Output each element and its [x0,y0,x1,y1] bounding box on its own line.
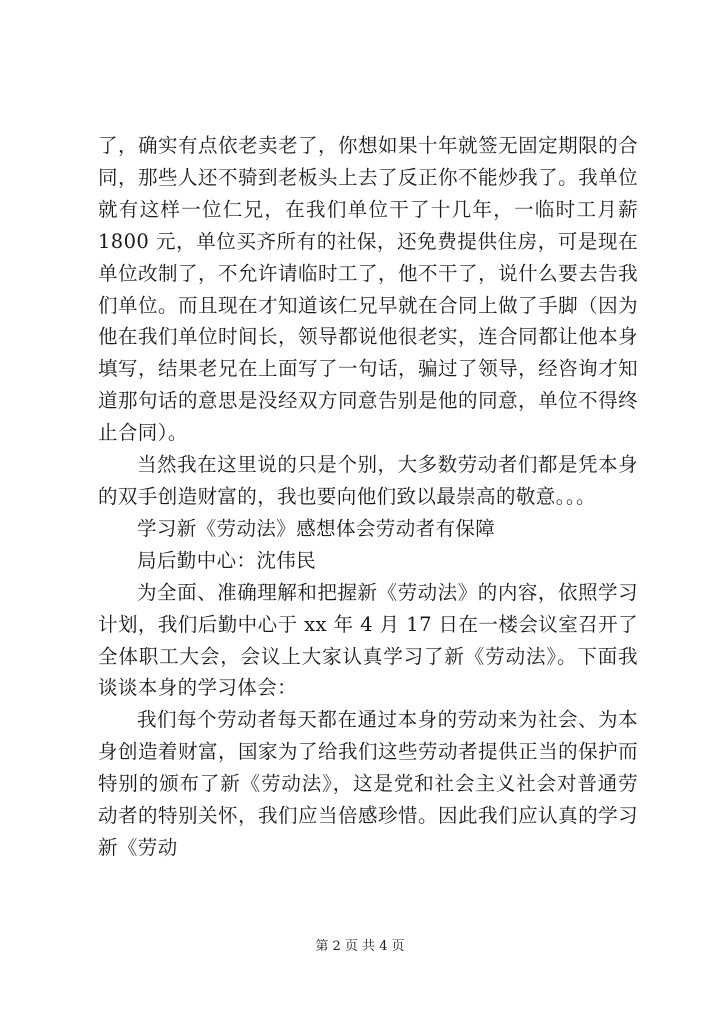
paragraph-6: 我们每个劳动者每天都在通过本身的劳动来为社会、为本身创造着财富，国家为了给我们这些劳动者提供正当的保护而特别的颁布了新《劳动法》，这是党和社会主义社会对普通劳动者的特别关怀，我们应当倍感珍惜。因此我们应认真的学习新《劳动 [98,708,638,859]
page-footer [0,938,720,956]
paragraph-5: 为全面、准确理解和把握新《劳动法》的内容，依照学习计划，我们后勤中心于 xx 年 4 月 17 日在一楼会议室召开了全体职工大会，会议上大家认真学习了新《劳动法》。下面我谈谈本身的学习体会： [98,580,638,700]
page-number-label: 第 2 页 共 4 页 [315,939,405,954]
document-body [98,130,638,864]
section-title: 学习新《劳动法》感想体会劳动者有保障 [137,516,496,540]
author-line: 局后勤中心：沈伟民 [137,548,317,572]
paragraph-1: 了，确实有点依老卖老了，你想如果十年就签无固定期限的合同，那些人还不骑到老板头上去了反正你不能炒我了。我单位就有这样一位仁兄，在我们单位干了十几年，一临时工月薪 1800 元，单位买齐所有的社保，还免费提供住房，可是现在单位改制了，不允许请临时工了，他不干了，说什么要去告我们单位。而且现在才知道该仁兄早就在合同上做了手脚（因为他在我们单位时间长，领导都说他很老实，连合同都让他本身填写，结果老兄在上面写了一句话，骗过了领导，经咨询才知道那句话的意思是没经双方同意告别是他的同意，单位不得终止合同）。 [98,134,638,445]
paragraph-2: 当然我在这里说的只是个别，大多数劳动者们都是凭本身的双手创造财富的，我也要向他们致以最崇高的敬意。。。 [98,453,638,508]
